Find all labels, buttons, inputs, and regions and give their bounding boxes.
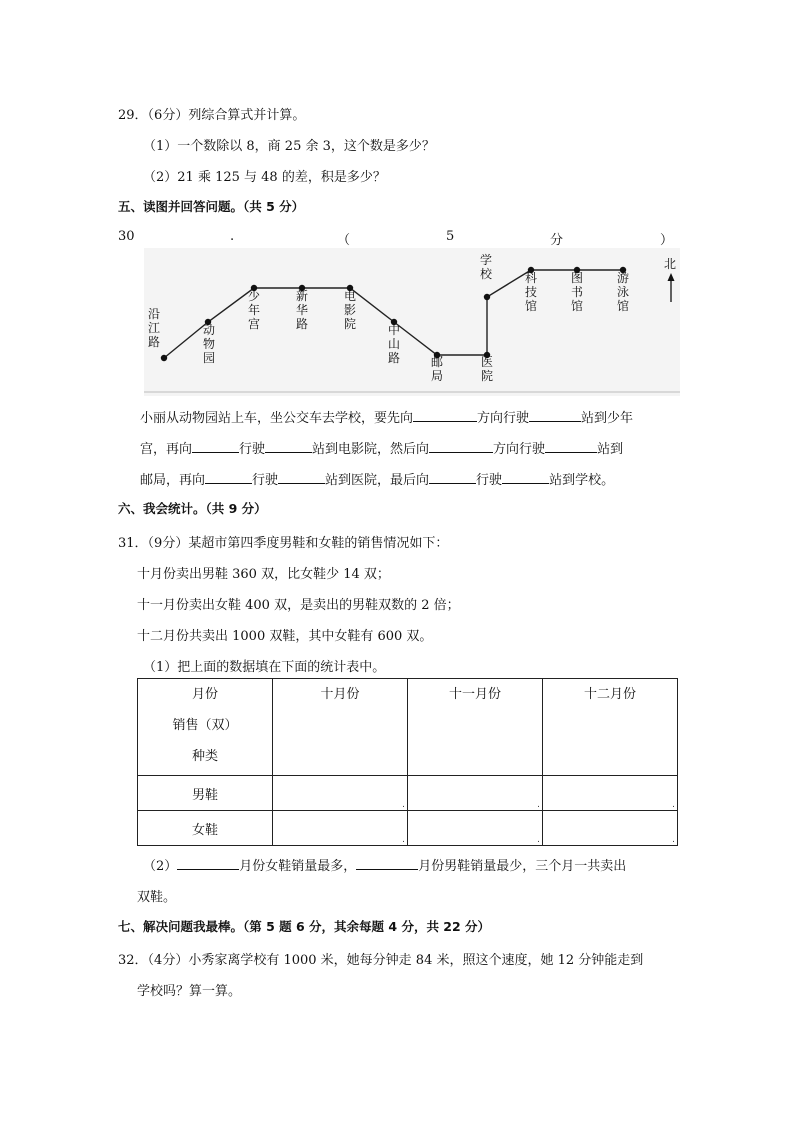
- q32-line1: 32．（4分）小秀家离学校有 1000 米，她每分钟走 84 米，照这个速度，她 12 分钟能走到: [118, 953, 644, 968]
- answer-blank[interactable]: [545, 438, 597, 453]
- section5-title: 五、读图并回答问题。（共 5 分）: [118, 199, 305, 214]
- table-header-row: [138, 679, 678, 776]
- stop-label-xinhualu: 新华路: [296, 289, 309, 331]
- header-month-label: 月份: [191, 687, 218, 702]
- stop-label-yanjianglu: 沿江路: [148, 307, 161, 349]
- section6-title: 六、我会统计。（共 9 分）: [118, 501, 267, 516]
- answer-blank[interactable]: [278, 469, 325, 484]
- table-corner-header: [138, 679, 273, 776]
- stop-label-dongwuyuan: 动物园: [203, 323, 216, 365]
- q30-line3: 邮局，再向 行驶 站到医院，最后向 行驶 站到学校。: [140, 469, 614, 488]
- q31-sub2-end: 双鞋。: [137, 890, 177, 905]
- answer-blank[interactable]: [356, 855, 418, 870]
- q29-part2: （2）21 乘 125 与 48 的差，积是多少？: [143, 170, 386, 185]
- q30-left-paren: （: [337, 233, 351, 248]
- month-header: 十一月份: [408, 679, 543, 776]
- answer-blank[interactable]: [205, 469, 252, 484]
- month-header: 十月份: [273, 679, 408, 776]
- header-category-label: 种类: [191, 749, 218, 764]
- stop-label-xuexiao: 学校: [480, 253, 493, 281]
- stop-label-zhongshanlu: 中山路: [388, 323, 401, 365]
- answer-blank[interactable]: [413, 407, 477, 422]
- row-label-men: 男鞋: [138, 776, 273, 811]
- header-sales-label: 销售（双）: [172, 718, 238, 733]
- stop-label-youyongguan: 游泳馆: [617, 271, 630, 313]
- bus-route-map: [144, 248, 680, 396]
- answer-cell[interactable]: .: [408, 811, 543, 846]
- answer-blank[interactable]: [502, 469, 549, 484]
- answer-blank[interactable]: [429, 469, 476, 484]
- q30-dot: .: [230, 229, 235, 244]
- answer-cell[interactable]: .: [543, 776, 678, 811]
- answer-blank[interactable]: [529, 407, 581, 422]
- q30-number: 30: [118, 229, 135, 244]
- answer-cell[interactable]: .: [273, 776, 408, 811]
- answer-blank[interactable]: [429, 438, 493, 453]
- stop-label-youju: 邮局: [431, 355, 444, 383]
- q32-line2: 学校吗？算一算。: [137, 984, 242, 999]
- answer-blank[interactable]: [177, 855, 239, 870]
- stop-dot: [484, 294, 490, 300]
- stop-dot: [161, 355, 167, 361]
- row-label-women: 女鞋: [138, 811, 273, 846]
- q29-title: 29．（6分）列综合算式并计算。: [118, 108, 306, 123]
- q30-score-unit: 分: [550, 233, 564, 248]
- q29-part1: （1）一个数除以 8，商 25 余 3，这个数是多少？: [143, 139, 435, 154]
- answer-cell[interactable]: .: [273, 811, 408, 846]
- q31-sub2: （2） 月份女鞋销量最多， 月份男鞋销量最少，三个月一共卖出: [143, 855, 626, 874]
- answer-cell[interactable]: .: [543, 811, 678, 846]
- answer-cell[interactable]: .: [408, 776, 543, 811]
- section7-title: 七、解决问题我最棒。（第 5 题 6 分，其余每题 4 分，共 22 分）: [118, 919, 491, 934]
- q31-sub1: （1）把上面的数据填在下面的统计表中。: [143, 660, 386, 675]
- stop-label-dianyingyuan: 电影院: [344, 289, 357, 331]
- answer-blank[interactable]: [192, 438, 239, 453]
- q31-line2: 十一月份卖出女鞋 400 双，是卖出的男鞋双数的 2 倍；: [137, 598, 460, 613]
- q31-line1: 十月份卖出男鞋 360 双，比女鞋少 14 双；: [137, 567, 390, 582]
- q30-line1: 小丽从动物园站上车，坐公交车去学校，要先向 方向行驶 站到少年: [140, 407, 633, 426]
- stop-label-shaoniangong: 少年宫: [248, 289, 261, 331]
- stop-label-kejiguan: 科技馆: [525, 271, 538, 313]
- table-row: [138, 776, 678, 811]
- stop-label-yiyuan: 医院: [481, 355, 494, 383]
- q30-score: 5: [446, 229, 455, 244]
- q31-line3: 十二月份共卖出 1000 双鞋，其中女鞋有 600 双。: [137, 629, 433, 644]
- q30-line2: 宫，再向 行驶 站到电影院，然后向 方向行驶 站到: [140, 438, 623, 457]
- q30-right-paren: ）: [660, 233, 674, 248]
- north-label: 北: [664, 257, 677, 271]
- month-header: 十二月份: [543, 679, 678, 776]
- stop-label-tushuguan: 图书馆: [571, 271, 584, 313]
- table-row: [138, 811, 678, 846]
- answer-blank[interactable]: [265, 438, 312, 453]
- q31-title: 31．（9分）某超市第四季度男鞋和女鞋的销售情况如下：: [118, 536, 449, 551]
- sales-statistics-table: [137, 678, 678, 846]
